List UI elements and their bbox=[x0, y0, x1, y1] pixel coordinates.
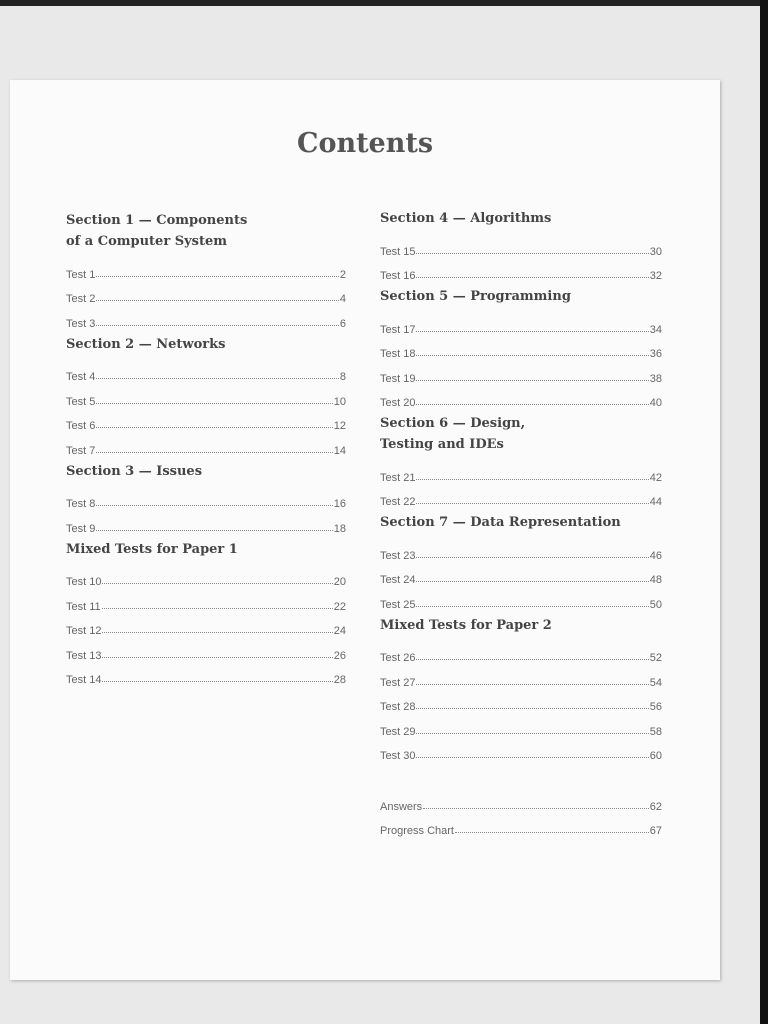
page-number: 6 bbox=[339, 317, 346, 330]
toc-entry bbox=[66, 256, 346, 281]
dot-leader bbox=[416, 580, 648, 582]
left-column bbox=[66, 206, 346, 686]
toc-entry bbox=[380, 689, 662, 714]
section-heading: Mixed Tests for Paper 1 bbox=[66, 541, 238, 557]
entry-title: Test 24 bbox=[380, 574, 416, 586]
page-number: 14 bbox=[333, 444, 346, 457]
entry-title: Test 13 bbox=[66, 649, 102, 662]
page-number: 30 bbox=[649, 245, 662, 258]
page-number: 32 bbox=[649, 270, 662, 282]
dot-leader bbox=[416, 330, 648, 332]
toc-entry bbox=[66, 662, 346, 687]
toc-entry bbox=[380, 738, 662, 763]
entry-title: Test 26 bbox=[380, 652, 416, 664]
page-number: 50 bbox=[649, 598, 662, 611]
page-number: 18 bbox=[333, 522, 346, 535]
toc-entry bbox=[380, 459, 662, 484]
section-heading: Section 7 — Data Representation bbox=[380, 515, 621, 530]
page-number: 58 bbox=[649, 725, 662, 738]
dot-leader bbox=[416, 556, 648, 558]
section-heading: Section 3 — Issues bbox=[66, 463, 203, 479]
entry-title: Test 12 bbox=[66, 625, 102, 637]
entry-title: Progress Chart bbox=[380, 825, 454, 837]
dot-leader bbox=[102, 656, 332, 658]
dot-leader bbox=[416, 276, 648, 278]
section-heading: Mixed Tests for Paper 2 bbox=[380, 617, 552, 633]
dot-leader bbox=[416, 683, 648, 685]
page-number: 38 bbox=[649, 372, 662, 385]
toc-entry bbox=[380, 336, 662, 361]
entry-title: Test 21 bbox=[380, 471, 416, 484]
page-title: Contents bbox=[296, 128, 434, 159]
toc-entry bbox=[66, 637, 346, 662]
dot-leader bbox=[96, 299, 339, 301]
toc-entry bbox=[380, 258, 662, 283]
section-heading: Section 6 — Design, Testing and IDEs bbox=[380, 416, 526, 452]
toc-entry bbox=[66, 305, 346, 330]
toc-entry bbox=[66, 359, 346, 384]
toc-entry bbox=[380, 788, 662, 813]
dot-leader bbox=[416, 756, 648, 758]
page-number: 42 bbox=[649, 471, 662, 484]
page-number: 20 bbox=[333, 576, 346, 588]
entry-title: Test 6 bbox=[66, 420, 96, 432]
page-number: 40 bbox=[649, 397, 662, 409]
entry-title: Test 4 bbox=[66, 371, 96, 383]
dot-leader bbox=[416, 354, 648, 356]
dot-leader bbox=[416, 252, 648, 254]
page-number: 62 bbox=[649, 800, 662, 813]
entry-title: Test 3 bbox=[66, 317, 96, 330]
toc-entry bbox=[66, 432, 346, 457]
entry-title: Test 9 bbox=[66, 522, 96, 535]
page-number: 52 bbox=[649, 652, 662, 664]
page-number: 2 bbox=[339, 268, 346, 281]
toc-list bbox=[380, 459, 662, 508]
toc-list bbox=[66, 564, 346, 687]
toc-entry bbox=[380, 360, 662, 385]
section-heading: Section 4 — Algorithms bbox=[380, 211, 552, 226]
dot-leader bbox=[455, 831, 649, 833]
entry-title: Test 5 bbox=[66, 395, 96, 408]
toc-list bbox=[66, 359, 346, 457]
page-number: 34 bbox=[649, 323, 662, 336]
entry-title: Test 29 bbox=[380, 725, 416, 738]
page-number: 48 bbox=[649, 574, 662, 586]
entry-title: Test 17 bbox=[380, 323, 416, 336]
dot-leader bbox=[416, 732, 648, 734]
dot-leader bbox=[416, 379, 648, 381]
entry-title: Test 15 bbox=[380, 245, 416, 258]
entry-title: Test 10 bbox=[66, 576, 102, 588]
entry-title: Test 23 bbox=[380, 549, 416, 562]
page-number: 24 bbox=[333, 625, 346, 637]
dot-leader bbox=[96, 451, 332, 453]
top-edge bbox=[0, 0, 768, 6]
entry-title: Test 27 bbox=[380, 676, 416, 689]
toc-entry bbox=[380, 484, 662, 509]
entry-title: Test 25 bbox=[380, 598, 416, 611]
toc-entry bbox=[66, 383, 346, 408]
entry-title: Test 14 bbox=[66, 674, 102, 686]
toc-list bbox=[380, 233, 662, 282]
dot-leader bbox=[96, 426, 332, 428]
toc-entry bbox=[380, 713, 662, 738]
entry-title: Test 7 bbox=[66, 444, 96, 457]
section-heading: Section 2 — Networks bbox=[66, 336, 226, 352]
entry-title: Test 2 bbox=[66, 293, 96, 305]
page-number: 16 bbox=[333, 498, 346, 510]
toc-entry bbox=[380, 586, 662, 611]
page-number: 56 bbox=[649, 701, 662, 713]
page-number: 44 bbox=[649, 496, 662, 508]
page-number: 4 bbox=[339, 293, 346, 305]
entry-title: Test 11 bbox=[66, 600, 101, 613]
page-number: 60 bbox=[649, 750, 662, 762]
page-number: 22 bbox=[333, 600, 346, 613]
toc-list bbox=[380, 788, 662, 837]
dot-leader bbox=[416, 605, 648, 607]
dot-leader bbox=[416, 403, 648, 405]
dot-leader bbox=[102, 582, 332, 584]
toc-entry bbox=[380, 311, 662, 336]
entry-title: Test 18 bbox=[380, 348, 416, 360]
entry-title: Test 8 bbox=[66, 498, 96, 510]
dot-leader bbox=[416, 658, 648, 660]
entry-title: Answers bbox=[380, 800, 423, 813]
dot-leader bbox=[102, 680, 332, 682]
page-number: 46 bbox=[649, 549, 662, 562]
toc-entry bbox=[380, 813, 662, 838]
page-number: 12 bbox=[333, 420, 346, 432]
page-number: 28 bbox=[333, 674, 346, 686]
toc-entry bbox=[66, 281, 346, 306]
entry-title: Test 1 bbox=[66, 268, 96, 281]
toc-entry bbox=[380, 562, 662, 587]
page-number: 8 bbox=[339, 371, 346, 383]
right-column bbox=[380, 204, 662, 837]
page-number: 67 bbox=[649, 825, 662, 837]
toc-entry bbox=[66, 510, 346, 535]
entry-title: Test 19 bbox=[380, 372, 416, 385]
entry-title: Test 22 bbox=[380, 496, 416, 508]
toc-entry bbox=[380, 537, 662, 562]
dot-leader bbox=[423, 807, 649, 809]
dot-leader bbox=[96, 504, 332, 506]
toc-entry bbox=[66, 588, 346, 613]
dot-leader bbox=[96, 529, 332, 531]
page-number: 26 bbox=[333, 649, 346, 662]
contents-page bbox=[10, 80, 720, 980]
right-edge bbox=[760, 0, 768, 1024]
toc-entry bbox=[66, 564, 346, 589]
dot-leader bbox=[102, 607, 333, 609]
toc-entry bbox=[380, 385, 662, 410]
entry-title: Test 20 bbox=[380, 397, 416, 409]
dot-leader bbox=[96, 402, 332, 404]
entry-title: Test 30 bbox=[380, 750, 416, 762]
toc-entry bbox=[380, 664, 662, 689]
toc-entry bbox=[66, 408, 346, 433]
dot-leader bbox=[416, 478, 648, 480]
toc-list bbox=[66, 256, 346, 330]
dot-leader bbox=[416, 707, 648, 709]
toc-entry bbox=[66, 486, 346, 511]
section-heading: Section 5 — Programming bbox=[380, 289, 571, 304]
dot-leader bbox=[102, 631, 332, 633]
toc-list bbox=[380, 311, 662, 409]
dot-leader bbox=[416, 502, 648, 504]
entry-title: Test 16 bbox=[380, 270, 416, 282]
toc-entry bbox=[380, 233, 662, 258]
dot-leader bbox=[96, 275, 339, 277]
dot-leader bbox=[96, 324, 339, 326]
toc-list bbox=[66, 486, 346, 535]
entry-title: Test 28 bbox=[380, 701, 416, 713]
dot-leader bbox=[96, 377, 339, 379]
page-number: 54 bbox=[649, 676, 662, 689]
toc-list bbox=[380, 640, 662, 763]
section-heading: Section 1 — Components of a Computer System bbox=[66, 213, 248, 249]
page-number: 36 bbox=[649, 348, 662, 360]
toc-list bbox=[380, 537, 662, 611]
toc-entry bbox=[66, 613, 346, 638]
page-number: 10 bbox=[333, 395, 346, 408]
toc-entry bbox=[380, 640, 662, 665]
